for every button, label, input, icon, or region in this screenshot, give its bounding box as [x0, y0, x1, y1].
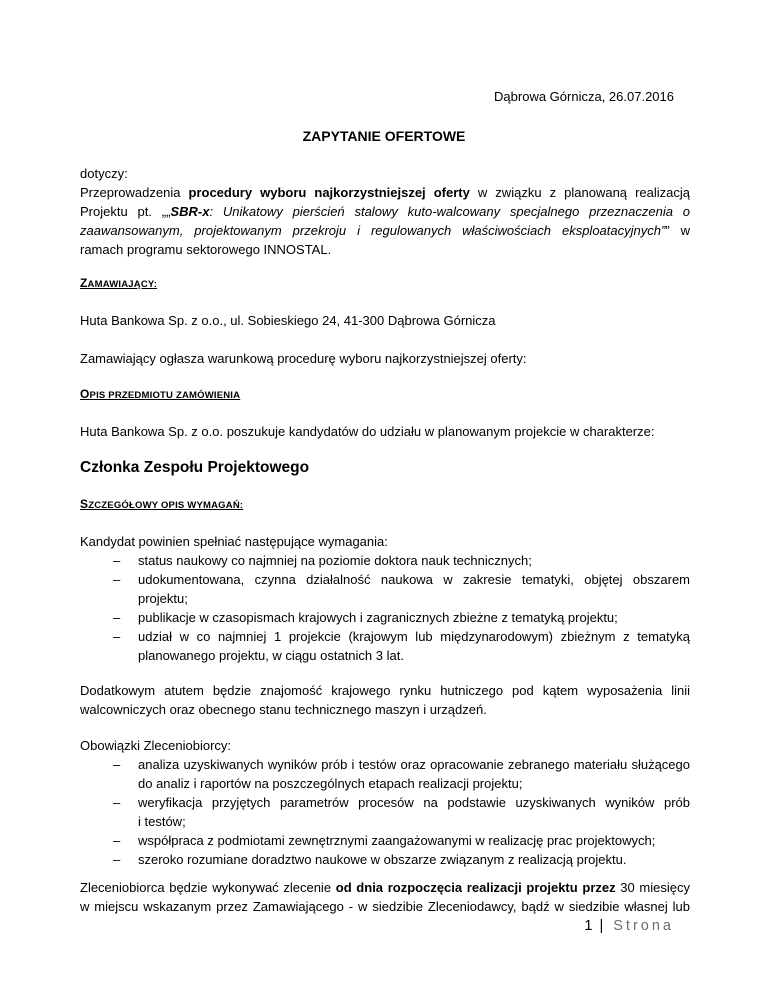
- obowiazki-lead: Obowiązki Zleceniobiorcy:: [80, 738, 232, 753]
- place-date: Dąbrowa Górnicza, 26.07.2016: [494, 89, 674, 104]
- bullet-dash: –: [113, 852, 121, 867]
- opis-text: Huta Bankowa Sp. z o.o. poszukuje kandydatów do udziału w planowanym projekcie w charakterze:: [80, 424, 655, 439]
- bullet-dash: –: [113, 795, 121, 810]
- duty-2-line-1: weryfikacja przyjętych parametrów procesów na podstawie uzyskiwanych wyników prób: [138, 795, 690, 810]
- page-label: Strona: [613, 918, 674, 934]
- duty-1-line-2: do analiz i raportów na poszczególnych etapach realizacji projektu;: [138, 776, 523, 791]
- bullet-dash: –: [113, 553, 121, 568]
- zlecenie-line-2: w miejscu wskazanym przez Zamawiającego - w siedzibie Zleceniodawcy, bądź w siedzibie własnej lub: [80, 899, 690, 914]
- zamawiajacy-heading: ZAMAWIAJĄCY:: [80, 276, 158, 290]
- intro-line-3: zaawansowanym, projektowanym przekroju i regulowanych właściwościach eksploatacyjnych”” w: [80, 223, 690, 238]
- wymagania-heading: SZCZEGÓŁOWY OPIS WYMAGAŃ:: [80, 497, 244, 511]
- zamawiajacy-address: Huta Bankowa Sp. z o.o., ul. Sobieskiego 24, 41-300 Dąbrowa Górnicza: [80, 313, 496, 328]
- opis-heading: OPIS PRZEDMIOTU ZAMÓWIENIA: [80, 387, 241, 401]
- duty-4: szeroko rozumiane doradztwo naukowe w obszarze związanym z realizacją projektu.: [138, 852, 627, 867]
- zlecenie-line-1: Zleceniobiorca będzie wykonywać zlecenie od dnia rozpoczęcia realizacji projektu przez 30 miesięcy: [80, 880, 690, 895]
- page-title: ZAPYTANIE OFERTOWE: [302, 128, 466, 144]
- requirement-3: publikacje w czasopismach krajowych i zagranicznych zbieżne z tematyką projektu;: [138, 610, 618, 625]
- duty-3: współpraca z podmiotami zewnętrznymi zaangażowanymi w realizację prac projektowych;: [138, 833, 656, 848]
- requirement-2-line-2: projektu;: [138, 591, 188, 606]
- bullet-dash: –: [113, 572, 121, 587]
- requirement-4-line-2: planowanego projektu, w ciągu ostatnich 3 lat.: [138, 648, 404, 663]
- duty-1-line-1: analiza uzyskiwanych wyników prób i testów oraz opracowanie zebranego materiału służącego: [138, 757, 690, 772]
- duty-2-line-2: i testów;: [138, 814, 186, 829]
- wymagania-lead: Kandydat powinien spełniać następujące wymagania:: [80, 534, 388, 549]
- atut-line-2: walcowniczych oraz obecnego stanu technicznego maszyn i urządzeń.: [80, 702, 487, 717]
- atut-line-1: Dodatkowym atutem będzie znajomość krajowego rynku hutniczego pod kątem wyposażenia linii: [80, 683, 690, 698]
- bullet-dash: –: [113, 757, 121, 772]
- zamawiajacy-announce: Zamawiający ogłasza warunkową procedurę wyboru najkorzystniejszej oferty:: [80, 351, 527, 366]
- page-footer: 1 | Strona: [584, 918, 674, 934]
- intro-dotyczy: dotyczy:: [80, 166, 128, 181]
- bullet-dash: –: [113, 610, 121, 625]
- requirement-4-line-1: udział w co najmniej 1 projekcie (krajowym lub międzynarodowym) zbieżnym z tematyką: [138, 629, 690, 644]
- bullet-dash: –: [113, 833, 121, 848]
- requirement-1: status naukowy co najmniej na poziomie doktora nauk technicznych;: [138, 553, 532, 568]
- bullet-dash: –: [113, 629, 121, 644]
- role-heading: Członka Zespołu Projektowego: [80, 459, 310, 476]
- intro-line-1: Przeprowadzenia procedury wyboru najkorzystniejszej oferty w związku z planowaną realizacją: [80, 185, 690, 200]
- intro-line-2: Projektu pt. „„SBR-x: Unikatowy pierścień stalowy kuto-walcowany specjalnego przeznaczenia o: [80, 204, 690, 219]
- page-number: 1: [584, 918, 593, 934]
- intro-line-4: ramach programu sektorowego INNOSTAL.: [80, 242, 332, 257]
- requirement-2-line-1: udokumentowana, czynna działalność naukowa w zakresie tematyki, objętej obszarem: [138, 572, 690, 587]
